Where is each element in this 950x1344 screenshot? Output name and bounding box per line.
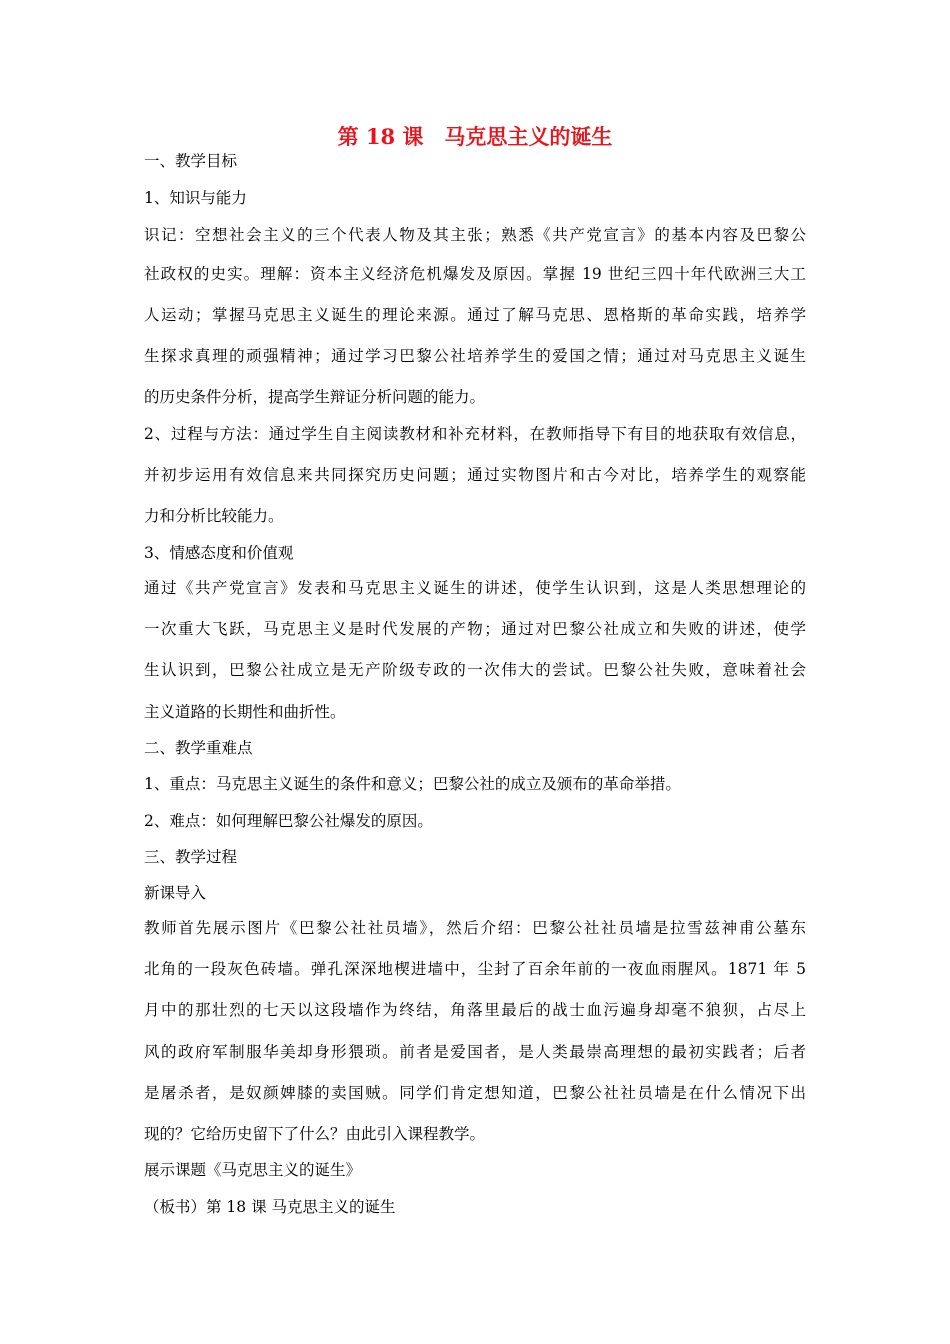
paragraph-line: 教师首先展示图片《巴黎公社社员墙》，然后介绍：巴黎公社社员墙是拉雪兹神甫公墓东 [144, 919, 806, 937]
heading-teaching-process: 三、教学过程 [144, 848, 238, 866]
paragraph-line: 社政权的史实。理解：资本主义经济危机爆发及原因。掌握 19 世纪三四十年代欧洲三大工 [144, 265, 806, 283]
paragraph-line: 通过《共产党宣言》发表和马克思主义诞生的讲述，使学生认识到，这是人类思想理论的 [144, 579, 806, 597]
paragraph-line: 力和分析比较能力。 [144, 507, 284, 525]
heading-key-difficult-points: 二、教学重难点 [144, 739, 253, 757]
subheading-knowledge-ability: 1、知识与能力 [144, 189, 247, 207]
subheading-lesson-intro: 新课导入 [144, 884, 207, 902]
paragraph-line: 生探求真理的顽强精神；通过学习巴黎公社培养学生的爱国之情；通过对马克思主义诞生 [144, 347, 806, 365]
paragraph-line: 风的政府军制服华美却身形猥琐。前者是爱国者，是人类最崇高理想的最初实践者；后者 [144, 1043, 806, 1061]
paragraph-line: 的历史条件分析，提高学生辩证分析问题的能力。 [144, 388, 486, 406]
heading-teaching-goals: 一、教学目标 [144, 152, 238, 170]
paragraph-line: 现的？它给历史留下了什么？由此引入课程教学。 [144, 1125, 486, 1143]
paragraph-line: 月中的那壮烈的七天以这段墙作为终结，角落里最后的战士血污遍身却毫不狼狈，占尽上 [144, 1001, 806, 1019]
key-point-line: 1、重点：马克思主义诞生的条件和意义；巴黎公社的成立及颁布的革命举措。 [144, 775, 681, 793]
board-writing-line: （板书）第 18 课 马克思主义的诞生 [144, 1198, 396, 1216]
subheading-attitude-values: 3、情感态度和价值观 [144, 544, 294, 562]
paragraph-line: 一次重大飞跃，马克思主义是时代发展的产物；通过对巴黎公社成立和失败的讲述，使学 [144, 620, 806, 638]
paragraph-line: 北角的一段灰色砖墙。弹孔深深地楔进墙中，尘封了百余年前的一夜血雨腥风。1871 年 5 [144, 960, 806, 978]
paragraph-line: 主义道路的长期性和曲折性。 [144, 703, 346, 721]
document-title: 第 18 课 马克思主义的诞生 [337, 124, 613, 149]
difficult-point-line: 2、难点：如何理解巴黎公社爆发的原因。 [144, 812, 433, 830]
paragraph-line: 是屠杀者，是奴颜婢膝的卖国贼。同学们肯定想知道，巴黎公社社员墙是在什么情况下出 [144, 1084, 806, 1102]
paragraph-line: 2、过程与方法：通过学生自主阅读教材和补充材料，在教师指导下有目的地获取有效信息， [144, 425, 806, 443]
paragraph-line: 并初步运用有效信息来共同探究历史问题；通过实物图片和古今对比，培养学生的观察能 [144, 466, 806, 484]
paragraph-line: 生认识到，巴黎公社成立是无产阶级专政的一次伟大的尝试。巴黎公社失败，意味着社会 [144, 661, 806, 679]
show-topic-line: 展示课题《马克思主义的诞生》 [144, 1161, 362, 1179]
paragraph-line: 识记：空想社会主义的三个代表人物及其主张；熟悉《共产党宣言》的基本内容及巴黎公 [144, 226, 806, 244]
paragraph-line: 人运动；掌握马克思主义诞生的理论来源。通过了解马克思、恩格斯的革命实践，培养学 [144, 306, 806, 324]
